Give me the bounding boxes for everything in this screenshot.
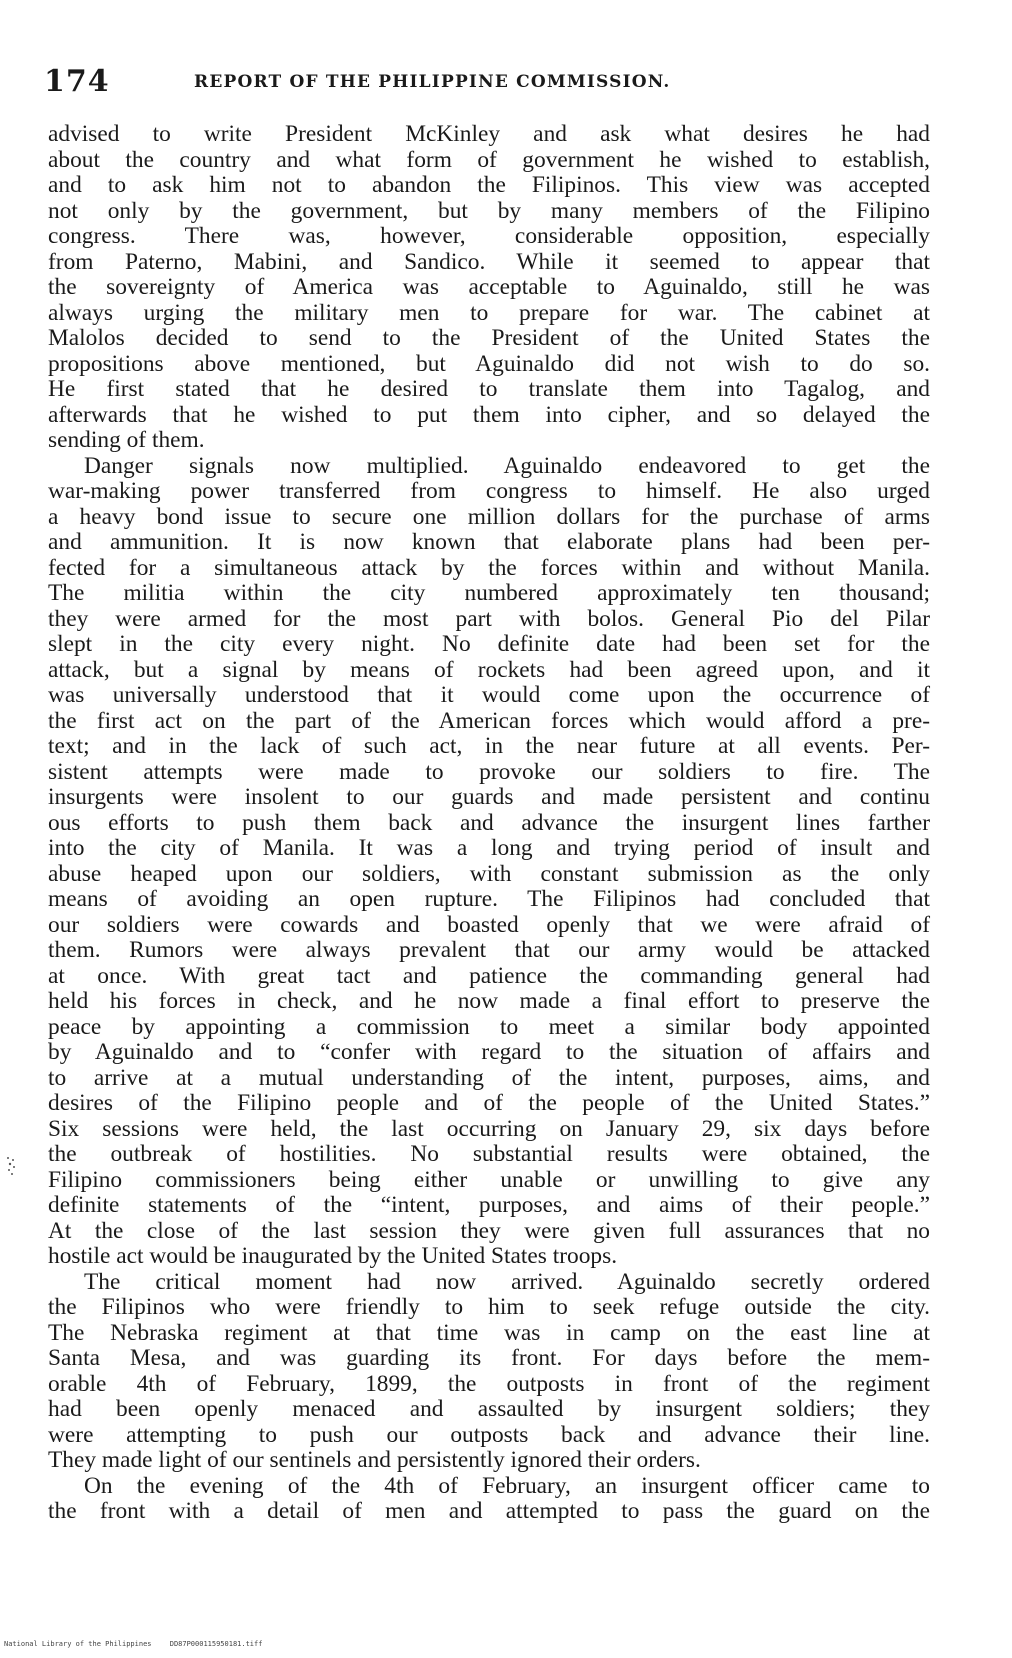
text-line: The critical moment had now arrived. Aguinaldo secretly ordered: [84, 1268, 930, 1295]
text-line: The militia within the city numbered approximately ten thousand;: [48, 580, 930, 606]
body-text: [48, 122, 930, 1525]
text-line: Santa Mesa, and was guarding its front. For days before the mem-: [48, 1345, 930, 1371]
text-line: attack, but a signal by means of rockets had been agreed upon, and it: [48, 656, 930, 683]
text-line: text; and in the lack of such act, in the near future at all events. Per-: [48, 733, 930, 759]
library-credit: National Library of the Philippines: [4, 1640, 152, 1648]
text-line: were attempting to push our outposts back and advance their line.: [48, 1421, 930, 1448]
text-line: orable 4th of February, 1899, the outposts in front of the regiment: [48, 1370, 930, 1397]
text-line: sending of them.: [48, 427, 205, 453]
file-id: DD87P000115950181.tiff: [169, 1640, 263, 1648]
text-line: At the close of the last session they were given full assurances that no: [48, 1217, 930, 1244]
text-line: On the evening of the 4th of February, an insurgent officer came to: [84, 1472, 930, 1499]
text-line: and to ask him not to abandon the Filipinos. This view was accepted: [48, 172, 930, 198]
text-line: the sovereignty of America was acceptable to Aguinaldo, still he was: [48, 274, 930, 300]
text-line: at once. With great tact and patience the commanding general had: [48, 962, 930, 989]
text-line: advised to write President McKinley and ask what desires he had: [48, 121, 930, 147]
text-line: He first stated that he desired to translate them into Tagalog, and: [48, 376, 930, 402]
text-line: had been openly menaced and assaulted by insurgent soldiers; they: [48, 1396, 930, 1422]
text-line: abuse heaped upon our soldiers, with constant submission as the only: [48, 860, 930, 887]
text-line: war-making power transferred from congress to himself. He also urged: [48, 478, 930, 504]
text-line: they were armed for the most part with bolos. General Pio del Pilar: [48, 605, 930, 632]
text-line: not only by the government, but by many members of the Filipino: [48, 197, 930, 224]
text-line: Filipino commissioners being either unable or unwilling to give any: [48, 1166, 930, 1193]
text-line: sistent attempts were made to provoke our soldiers to fire. The: [48, 758, 930, 785]
text-line: the outbreak of hostilities. No substantial results were obtained, the: [48, 1141, 930, 1167]
text-line: afterwards that he wished to put them into cipher, and so delayed the: [48, 401, 930, 428]
text-line: The Nebraska regiment at that time was in camp on the east line at: [48, 1319, 930, 1346]
text-line: held his forces in check, and he now made a final effort to preserve the: [48, 988, 930, 1014]
text-line: about the country and what form of government he wished to establish,: [48, 146, 930, 173]
text-line: the first act on the part of the American forces which would afford a pre-: [48, 707, 930, 734]
scan-footer: [4, 1640, 276, 1648]
text-line: Six sessions were held, the last occurring on January 29, six days before: [48, 1115, 930, 1142]
text-line: our soldiers were cowards and boasted openly that we were afraid of: [48, 911, 930, 938]
text-line: definite statements of the “intent, purposes, and aims of their people.”: [48, 1192, 930, 1218]
page-number: 174: [44, 64, 110, 99]
text-line: peace by appointing a commission to meet a similar body appointed: [48, 1013, 930, 1040]
text-line: from Paterno, Mabini, and Sandico. While it seemed to appear that: [48, 248, 930, 275]
text-line: was universally understood that it would come upon the occurrence of: [48, 682, 930, 708]
text-line: Malolos decided to send to the President of the United States the: [48, 325, 930, 351]
page-header: [44, 64, 904, 98]
text-line: slept in the city every night. No definite date had been set for the: [48, 631, 930, 657]
text-line: by Aguinaldo and to “confer with regard to the situation of affairs and: [48, 1039, 930, 1065]
text-line: They made light of our sentinels and persistently ignored their orders.: [48, 1447, 701, 1473]
running-title: REPORT OF THE PHILIPPINE COMMISSION.: [194, 72, 671, 92]
text-line: Danger signals now multiplied. Aguinaldo endeavored to get the: [84, 452, 930, 479]
text-line: fected for a simultaneous attack by the forces within and without Manila.: [48, 554, 930, 581]
text-line: ous efforts to push them back and advance the insurgent lines farther: [48, 809, 930, 836]
text-line: congress. There was, however, considerable opposition, especially: [48, 223, 930, 249]
text-line: the front with a detail of men and attempted to pass the guard on the: [48, 1498, 930, 1524]
text-line: propositions above mentioned, but Aguinaldo did not wish to do so.: [48, 350, 930, 377]
text-line: a heavy bond issue to secure one million dollars for the purchase of arms: [48, 503, 930, 530]
text-line: to arrive at a mutual understanding of the intent, purposes, aims, and: [48, 1064, 930, 1091]
text-line: and ammunition. It is now known that elaborate plans had been per-: [48, 529, 930, 555]
text-line: means of avoiding an open rupture. The Filipinos had concluded that: [48, 886, 930, 912]
text-line: them. Rumors were always prevalent that our army would be attacked: [48, 937, 930, 963]
margin-smudge: [4, 1155, 18, 1177]
text-line: the Filipinos who were friendly to him to seek refuge outside the city.: [48, 1294, 930, 1320]
text-line: always urging the military men to prepare for war. The cabinet at: [48, 299, 930, 326]
text-line: into the city of Manila. It was a long and trying period of insult and: [48, 835, 930, 861]
text-line: insurgents were insolent to our guards and made persistent and continu: [48, 784, 930, 810]
text-line: desires of the Filipino people and of the people of the United States.”: [48, 1090, 930, 1116]
text-line: hostile act would be inaugurated by the United States troops.: [48, 1243, 618, 1269]
